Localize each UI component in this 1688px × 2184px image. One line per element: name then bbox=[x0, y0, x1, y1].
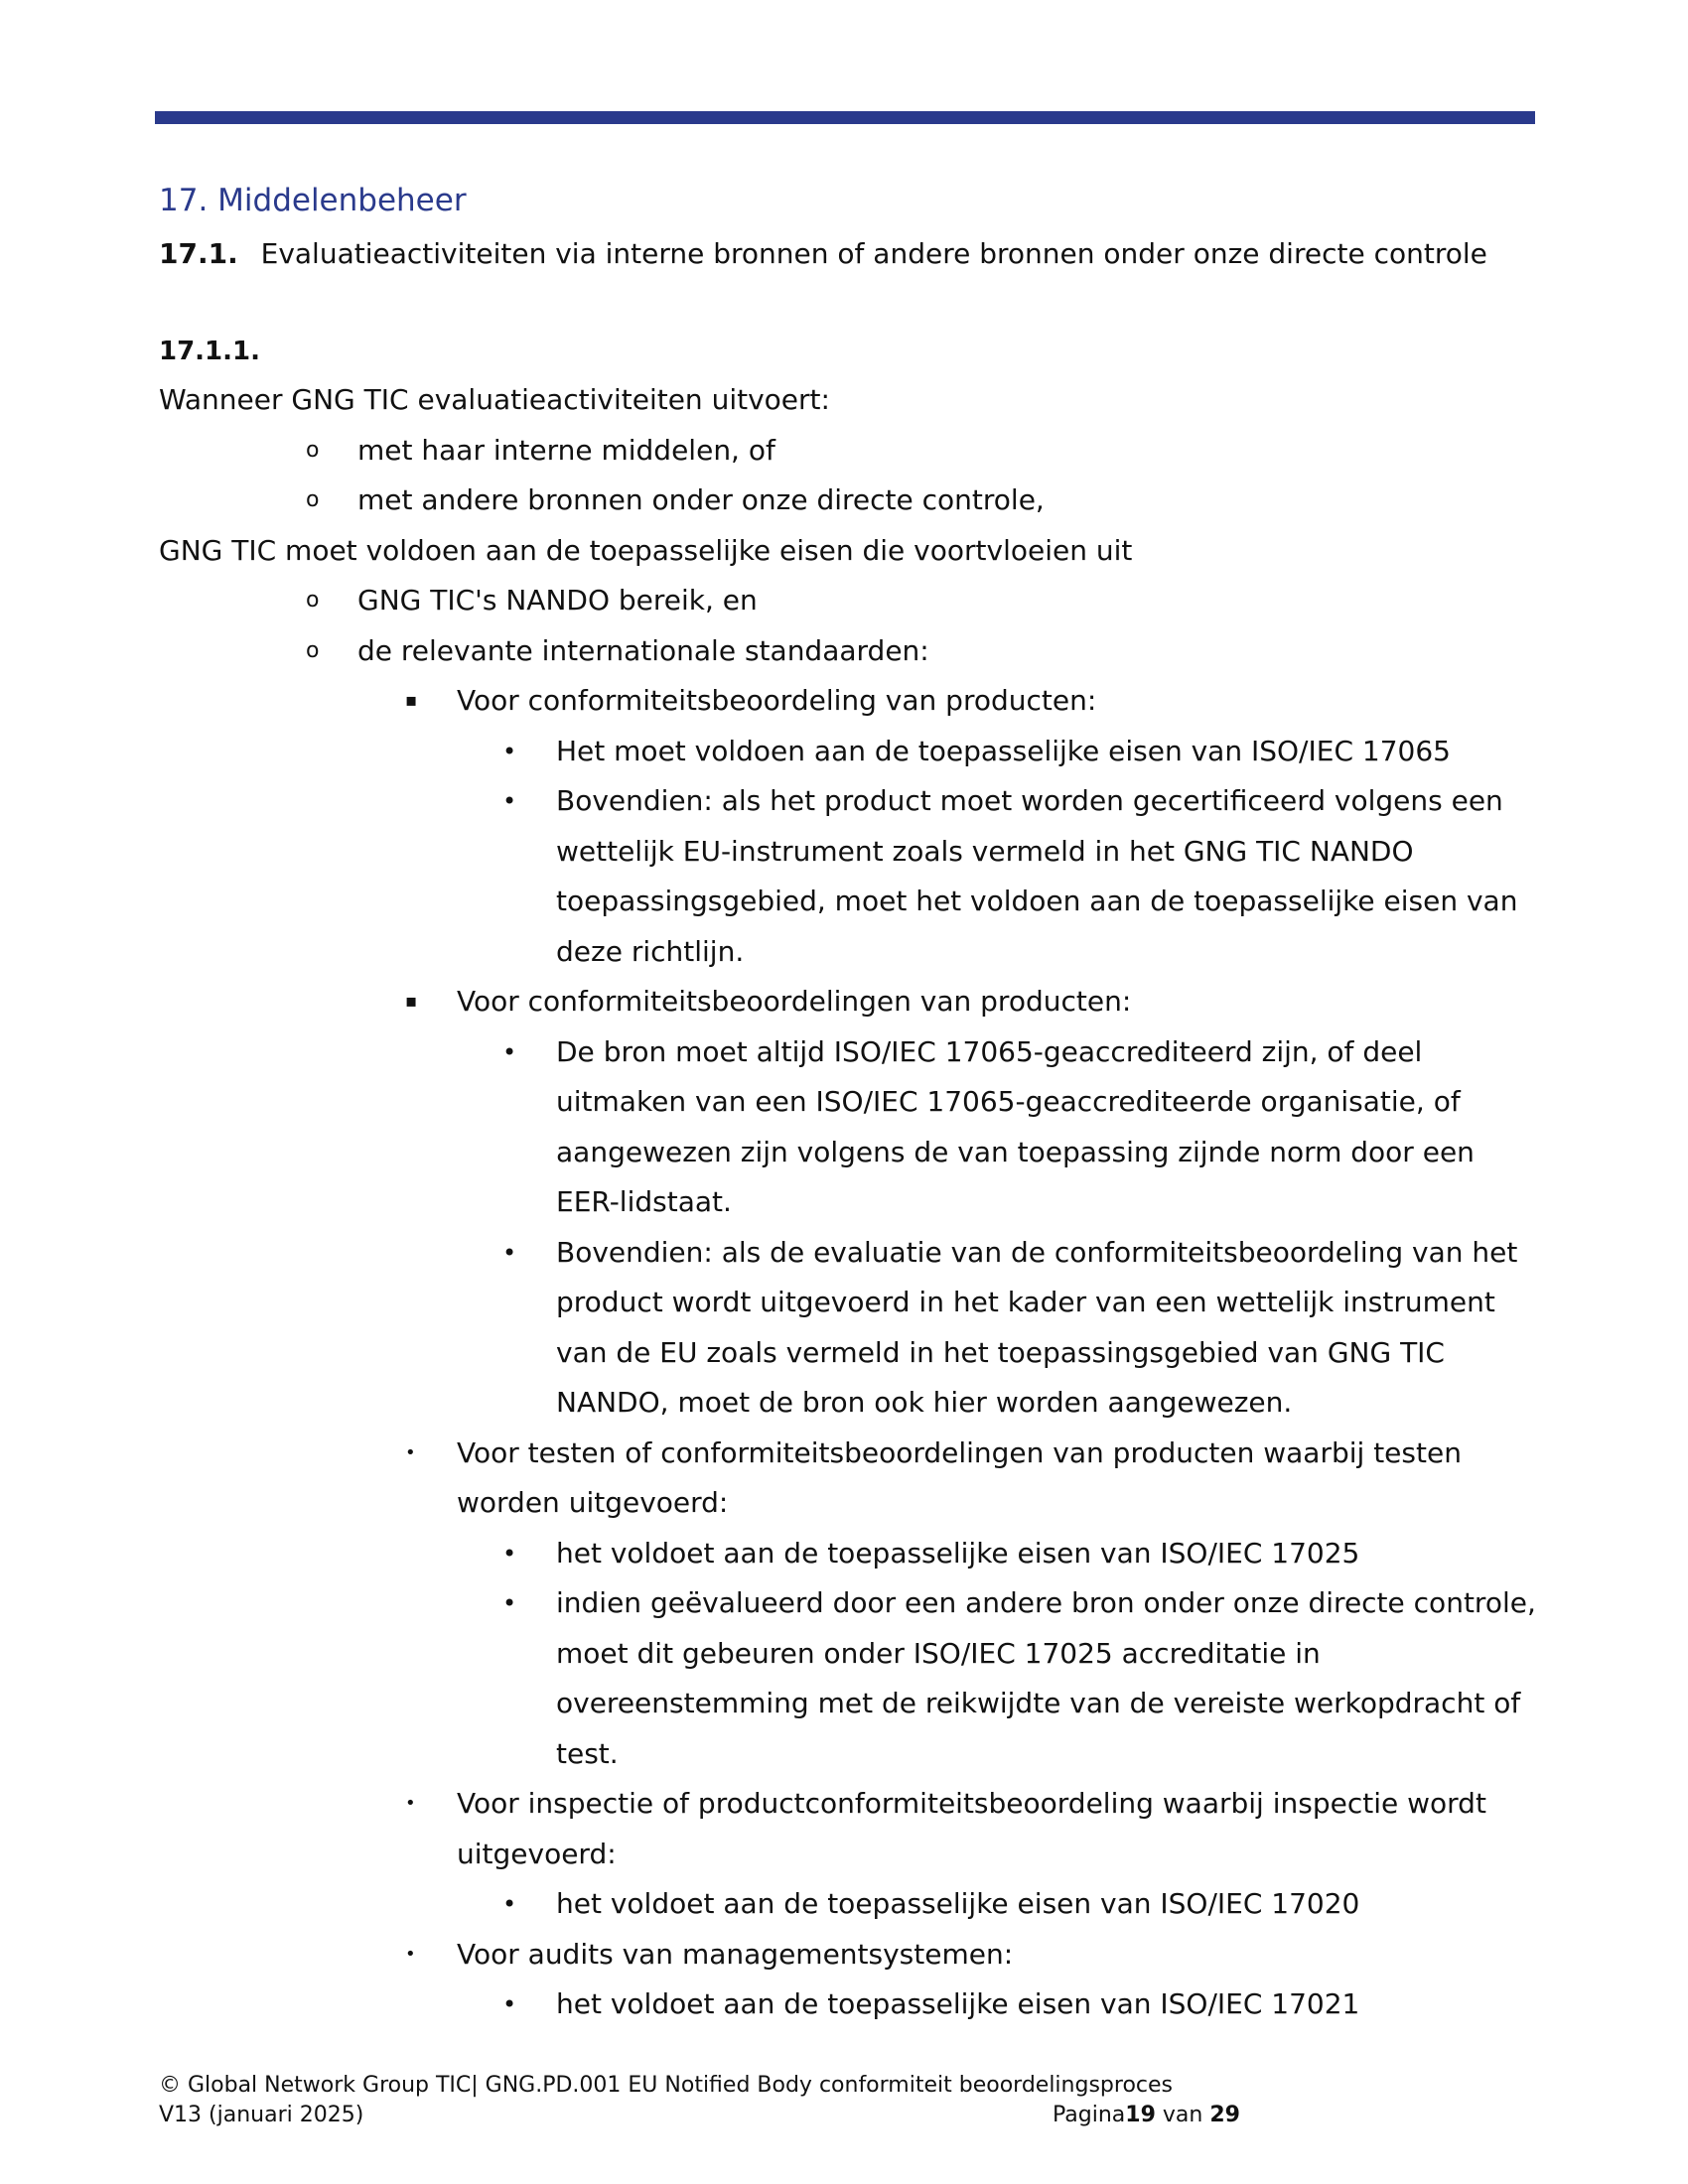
group-label: Voor testen of conformiteitsbeoordelingen van producten waarbij testen worden uitgevoerd: bbox=[457, 1435, 1462, 1519]
footer-version: V13 (januari 2025) bbox=[159, 2103, 364, 2127]
section-heading bbox=[159, 230, 1539, 278]
circle-bullet-icon: o bbox=[306, 437, 320, 463]
standard-group bbox=[159, 1930, 1539, 2030]
circle-bullet-icon: o bbox=[306, 637, 320, 663]
intro-text: Wanneer GNG TIC evaluatieactiviteiten uitvoert: bbox=[159, 383, 830, 416]
list-item: • Bovendien: als het product moet worden gecertificeerd volgens een wettelijk EU-instrument zoals vermeld in het GNG TIC NANDO toepassingsgebied, moet het voldoen aan de toepasselijke eisen van deze richtlijn. bbox=[159, 776, 1539, 977]
list-item: • het voldoet aan de toepasselijke eisen van ISO/IEC 17021 bbox=[159, 1979, 1539, 2030]
list-item: • Bovendien: als de evaluatie van de conformiteitsbeoordeling van het product wordt uitgevoerd in het kader van een wettelijk instrument van de EU zoals vermeld in het toepassingsgebied van GNG TIC NANDO, moet de bron ook hier worden aangewezen. bbox=[159, 1228, 1539, 1429]
intro-list bbox=[159, 426, 1539, 526]
bullet-icon: • bbox=[502, 1539, 517, 1568]
bullet-icon: • bbox=[405, 1943, 416, 1965]
circle-bullet-icon: o bbox=[306, 588, 320, 613]
square-bullet-icon: ▪ bbox=[405, 690, 418, 711]
list-item: • het voldoet aan de toepasselijke eisen van ISO/IEC 17025 bbox=[159, 1529, 1539, 1579]
section-number: 17.1. bbox=[159, 237, 238, 270]
list-item: o met andere bronnen onder onze directe controle, bbox=[159, 476, 1539, 526]
requirements-intro: GNG TIC moet voldoen aan de toepasselijke eisen die voortvloeien uit bbox=[159, 533, 1133, 567]
bullet-icon: • bbox=[502, 787, 517, 815]
group-items bbox=[159, 1879, 1539, 1930]
bullet-icon: • bbox=[405, 1793, 416, 1814]
list-item: o met haar interne middelen, of bbox=[159, 426, 1539, 477]
list-item: • het voldoet aan de toepasselijke eisen van ISO/IEC 17020 bbox=[159, 1879, 1539, 1930]
bullet-icon: • bbox=[502, 1037, 517, 1066]
group-items bbox=[159, 727, 1539, 978]
bullet-icon: • bbox=[502, 737, 517, 765]
list-item: • indien geëvalueerd door een andere bron onder onze directe controle, moet dit gebeuren onder ISO/IEC 17025 accreditatie in overeenstemming met de reikwijdte van de vereiste werkopdracht of test. bbox=[159, 1578, 1539, 1779]
group-label: Voor audits van managementsystemen: bbox=[457, 1937, 1014, 1971]
group-items bbox=[159, 1979, 1539, 2030]
page-number: Pagina19 van 29 bbox=[1053, 2103, 1240, 2127]
group-items bbox=[159, 1529, 1539, 1780]
group-label: Voor inspectie of productconformiteitsbeoordeling waarbij inspectie wordt uitgevoerd: bbox=[457, 1787, 1486, 1870]
page-footer bbox=[159, 2071, 1251, 2130]
list-item: • Het moet voldoen aan de toepasselijke eisen van ISO/IEC 17065 bbox=[159, 727, 1539, 777]
standards-list bbox=[159, 676, 1539, 2030]
group-label: Voor conformiteitsbeoordeling van producten: bbox=[457, 684, 1097, 717]
bullet-icon: • bbox=[502, 1238, 517, 1267]
standard-group bbox=[159, 676, 1539, 977]
group-items bbox=[159, 1027, 1539, 1429]
list-item: o de relevante internationale standaarden: bbox=[159, 626, 1539, 677]
footer-copyright: © Global Network Group TIC| GNG.PD.001 EU Notified Body conformiteit beoordelingsproces bbox=[159, 2073, 1173, 2098]
header-rule bbox=[155, 111, 1535, 124]
bullet-icon: • bbox=[502, 1589, 517, 1617]
section-title: Evaluatieactiviteiten via interne bronnen of andere bronnen onder onze directe controle bbox=[260, 237, 1487, 270]
standard-group bbox=[159, 1779, 1539, 1930]
chapter-heading: 17. Middelenbeheer bbox=[159, 183, 467, 218]
bullet-icon: • bbox=[502, 1990, 517, 2018]
list-item: • De bron moet altijd ISO/IEC 17065-geaccrediteerd zijn, of deel uitmaken van een ISO/IEC 17065-geaccrediteerde organisatie, of aangewezen zijn volgens de van toepassing zijnde norm door een EER-lidstaat. bbox=[159, 1027, 1539, 1228]
requirements-list bbox=[159, 576, 1539, 676]
bullet-icon: • bbox=[502, 1890, 517, 1918]
standard-group bbox=[159, 977, 1539, 1429]
subsection-number: 17.1.1. bbox=[159, 337, 260, 366]
circle-bullet-icon: o bbox=[306, 487, 320, 512]
square-bullet-icon: ▪ bbox=[405, 991, 418, 1012]
group-label: Voor conformiteitsbeoordelingen van producten: bbox=[457, 985, 1132, 1018]
bullet-icon: • bbox=[405, 1441, 416, 1463]
standard-group bbox=[159, 1429, 1539, 1780]
list-item: o GNG TIC's NANDO bereik, en bbox=[159, 576, 1539, 626]
document-body bbox=[159, 177, 1539, 2030]
